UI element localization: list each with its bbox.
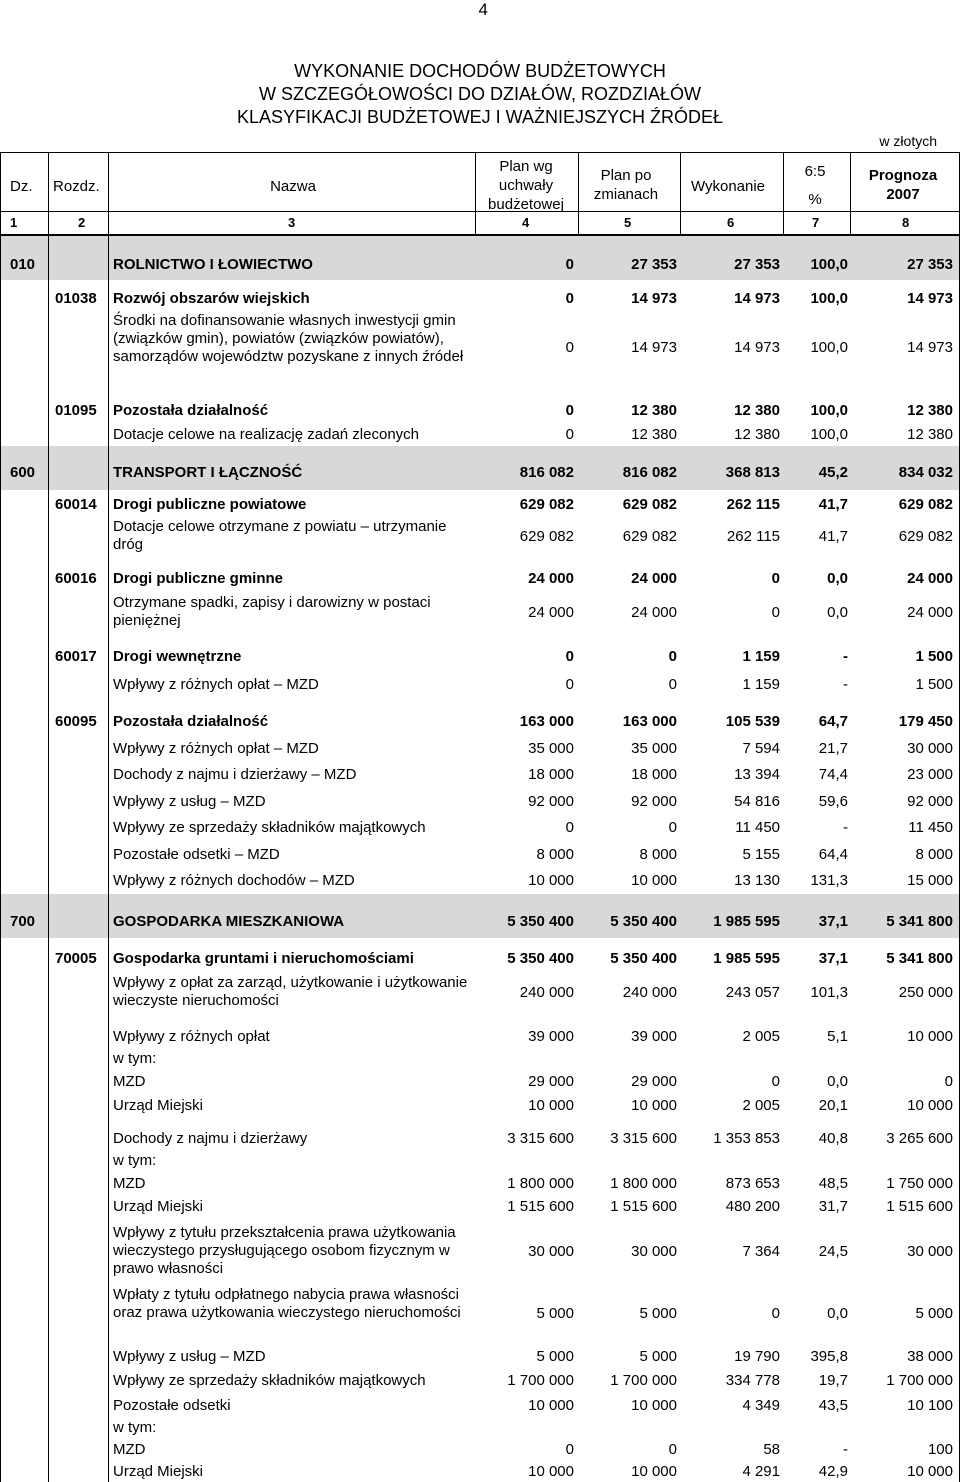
value-col-6: 2 005 <box>742 1097 780 1114</box>
value-col-6: 13 394 <box>734 766 780 783</box>
value-col-5: 8 000 <box>639 846 677 863</box>
row-name: w tym: <box>113 1419 157 1436</box>
value-col-7: 5,1 <box>827 1028 848 1045</box>
value-col-6: 334 778 <box>725 1372 780 1389</box>
row-name: Otrzymane spadki, zapisy i darowizny w postaci pieniężnej <box>113 594 431 629</box>
title-line-2: W SZCZEGÓŁOWOŚCI DO DZIAŁÓW, ROZDZIAŁÓW <box>258 84 701 104</box>
value-col-7: 37,1 <box>818 913 848 930</box>
table-row <box>0 950 960 968</box>
row-name: Gospodarka gruntami i nieruchomościami <box>113 950 414 967</box>
value-col-7: 41,7 <box>818 528 848 545</box>
value-col-6: 7 364 <box>742 1243 780 1260</box>
value-col-8: 1 500 <box>915 676 953 693</box>
value-col-6: 1 985 595 <box>713 950 780 967</box>
value-col-5: 240 000 <box>622 984 677 1001</box>
value-col-6: 19 790 <box>734 1348 780 1365</box>
value-col-5: 14 973 <box>631 339 677 356</box>
table-row <box>0 1224 960 1280</box>
value-col-5: 12 380 <box>631 402 677 419</box>
value-col-8: 11 450 <box>908 819 953 836</box>
value-col-7: 21,7 <box>818 740 848 757</box>
row-name: w tym: <box>113 1152 157 1169</box>
column-numbers: 1 2 3 4 5 6 7 8 <box>10 215 910 230</box>
table-row <box>0 402 960 420</box>
row-name: Środki na dofinansowanie własnych inwestycji gmin (związków gmin), powiatów (związków powiatów), samorządów województw pozyskane z innych źródeł <box>113 312 464 365</box>
value-col-4: 629 082 <box>519 528 574 545</box>
value-col-5: 10 000 <box>631 1463 677 1480</box>
value-col-6: 14 973 <box>734 290 780 307</box>
value-col-5: 14 973 <box>631 290 677 307</box>
value-col-7: 395,8 <box>810 1348 848 1365</box>
row-name: Wpływy z różnych dochodów – MZD <box>113 872 355 889</box>
value-col-8: 1 750 000 <box>886 1175 953 1192</box>
header-rozdz: Rozdz. <box>53 178 100 195</box>
value-col-4: 0 <box>565 426 574 443</box>
value-col-6: 480 200 <box>725 1198 780 1215</box>
page-number: 4 <box>478 0 488 19</box>
value-col-6: 54 816 <box>734 793 780 810</box>
value-col-6: 1 985 595 <box>713 913 780 930</box>
value-col-5: 816 082 <box>622 464 677 481</box>
value-col-4: 0 <box>565 339 574 356</box>
value-col-4: 1 800 000 <box>507 1175 574 1192</box>
row-name: Wpływy ze sprzedaży składników majątkowych <box>113 1372 426 1389</box>
value-col-7: 40,8 <box>818 1130 848 1147</box>
table-row <box>0 570 960 588</box>
value-col-4: 0 <box>565 819 574 836</box>
value-col-7: 48,5 <box>818 1175 848 1192</box>
value-col-5: 1 700 000 <box>610 1372 677 1389</box>
value-col-6: 0 <box>771 1305 780 1322</box>
row-name: Pozostałe odsetki – MZD <box>113 846 280 863</box>
value-col-7: 24,5 <box>818 1243 848 1260</box>
value-col-6: 27 353 <box>734 256 780 273</box>
value-col-8: 179 450 <box>898 713 953 730</box>
row-name: Pozostała działalność <box>113 713 269 730</box>
value-col-7: 64,4 <box>818 846 848 863</box>
value-col-4: 5 350 400 <box>507 913 574 930</box>
value-col-6: 58 <box>763 1441 780 1458</box>
header-nazwa: Nazwa <box>270 178 316 195</box>
value-col-5: 5 000 <box>639 1348 677 1365</box>
value-col-6: 4 291 <box>742 1463 780 1480</box>
table-row <box>0 1050 960 1068</box>
value-col-8: 5 341 800 <box>886 913 953 930</box>
row-name: Pozostałe odsetki <box>113 1397 231 1414</box>
dzial-code: 700 <box>10 913 36 930</box>
value-col-8: 15 000 <box>907 872 953 889</box>
table-row <box>0 1073 960 1091</box>
value-col-4: 629 082 <box>519 496 574 513</box>
row-name: Dotacje celowe na realizację zadań zleconych <box>113 426 420 443</box>
row-name: MZD <box>113 1073 146 1090</box>
table-row <box>0 594 960 632</box>
value-col-7: 74,4 <box>818 766 848 783</box>
table-header <box>0 152 960 213</box>
value-col-5: 0 <box>668 648 677 665</box>
value-col-5: 10 000 <box>631 1397 677 1414</box>
table-row <box>0 1419 960 1437</box>
value-col-6: 2 005 <box>742 1028 780 1045</box>
table-row <box>0 464 960 482</box>
header-plan-wg: Plan wg uchwały budżetowej <box>488 158 564 213</box>
value-col-4: 24 000 <box>528 570 574 587</box>
value-col-6: 1 159 <box>742 676 780 693</box>
value-col-5: 629 082 <box>622 528 677 545</box>
value-col-7: 41,7 <box>818 496 848 513</box>
table-row <box>0 913 960 931</box>
value-col-6: 0 <box>771 1073 780 1090</box>
value-col-8: 12 380 <box>907 426 953 443</box>
row-name: Wpływy z różnych opłat – MZD <box>113 740 319 757</box>
table-row <box>0 846 960 864</box>
value-col-5: 12 380 <box>631 426 677 443</box>
header-percent: % <box>808 191 822 208</box>
value-col-4: 5 000 <box>536 1305 574 1322</box>
header-dz: Dz. <box>10 178 33 195</box>
row-name: Wpływy z różnych opłat <box>113 1028 270 1045</box>
value-col-8: 12 380 <box>907 402 953 419</box>
table-row <box>0 518 960 556</box>
row-name: Dochody z najmu i dzierżawy <box>113 1130 308 1147</box>
value-col-8: 10 000 <box>907 1028 953 1045</box>
value-col-5: 24 000 <box>631 604 677 621</box>
row-name: Dochody z najmu i dzierżawy – MZD <box>113 766 357 783</box>
table-row <box>0 256 960 274</box>
rozdzial-code: 60095 <box>55 713 97 730</box>
value-col-8: 1 515 600 <box>886 1198 953 1215</box>
value-col-7: 42,9 <box>818 1463 848 1480</box>
value-col-4: 18 000 <box>528 766 574 783</box>
value-col-8: 629 082 <box>898 528 953 545</box>
value-col-6: 1 353 853 <box>713 1130 780 1147</box>
value-col-7: - <box>843 676 848 693</box>
row-name: Wpływy z tytułu przekształcenia prawa użytkowania wieczystego przysługującego osobom fizycznym w prawo własności <box>113 1224 456 1277</box>
value-col-8: 38 000 <box>907 1348 953 1365</box>
row-name: Wpływy ze sprzedaży składników majątkowych <box>113 819 426 836</box>
value-col-6: 0 <box>771 604 780 621</box>
value-col-6: 105 539 <box>725 713 780 730</box>
value-col-8: 629 082 <box>898 496 953 513</box>
value-col-7: - <box>843 819 848 836</box>
value-col-7: 100,0 <box>810 426 848 443</box>
value-col-8: 0 <box>944 1073 953 1090</box>
row-name: Wpłaty z tytułu odpłatnego nabycia prawa własności oraz prawa użytkowania wieczystego nieruchomości <box>113 1286 461 1321</box>
row-name: ROLNICTWO I ŁOWIECTWO <box>113 256 313 273</box>
row-name: Wpływy z usług – MZD <box>113 793 266 810</box>
value-col-7: 37,1 <box>818 950 848 967</box>
value-col-7: - <box>843 1441 848 1458</box>
value-col-7: 100,0 <box>810 290 848 307</box>
value-col-6: 243 057 <box>725 984 780 1001</box>
value-col-5: 27 353 <box>631 256 677 273</box>
row-name: Urząd Miejski <box>113 1097 204 1114</box>
value-col-7: 101,3 <box>810 984 848 1001</box>
table-row <box>0 496 960 514</box>
value-col-8: 8 000 <box>915 846 953 863</box>
row-name: GOSPODARKA MIESZKANIOWA <box>113 913 345 930</box>
value-col-7: 0,0 <box>827 1305 848 1322</box>
value-col-4: 816 082 <box>519 464 574 481</box>
value-col-8: 14 973 <box>907 339 953 356</box>
value-col-5: 3 315 600 <box>610 1130 677 1147</box>
value-col-4: 5 000 <box>536 1348 574 1365</box>
table-row <box>0 290 960 308</box>
value-col-6: 262 115 <box>726 528 780 545</box>
value-col-8: 5 000 <box>915 1305 953 1322</box>
value-col-5: 18 000 <box>631 766 677 783</box>
rozdzial-code: 60016 <box>55 570 97 587</box>
header-wykonanie: Wykonanie <box>690 178 766 195</box>
value-col-6: 5 155 <box>742 846 780 863</box>
value-col-6: 14 973 <box>734 339 780 356</box>
value-col-5: 5 350 400 <box>610 913 677 930</box>
row-name: MZD <box>113 1441 146 1458</box>
value-col-8: 30 000 <box>907 740 953 757</box>
value-col-5: 35 000 <box>631 740 677 757</box>
table-row <box>0 1372 960 1390</box>
value-col-5: 5 350 400 <box>610 950 677 967</box>
value-col-4: 8 000 <box>536 846 574 863</box>
row-name: Dotacje celowe otrzymane z powiatu – utrzymanie dróg <box>113 518 447 553</box>
row-name: Wpływy z różnych opłat – MZD <box>113 676 319 693</box>
value-col-8: 10 000 <box>907 1097 953 1114</box>
table-row <box>0 1175 960 1193</box>
value-col-7: 45,2 <box>818 464 848 481</box>
value-col-8: 30 000 <box>907 1243 953 1260</box>
row-name: Urząd Miejski <box>113 1198 204 1215</box>
value-col-5: 0 <box>668 819 677 836</box>
row-name: Pozostała działalność <box>113 402 269 419</box>
value-col-5: 10 000 <box>631 1097 677 1114</box>
rozdzial-code: 01095 <box>55 402 97 419</box>
value-col-7: 19,7 <box>818 1372 848 1389</box>
value-col-6: 4 349 <box>742 1397 780 1414</box>
value-col-4: 24 000 <box>528 604 574 621</box>
value-col-5: 163 000 <box>622 713 677 730</box>
table-row <box>0 793 960 811</box>
row-name: Wpływy z usług – MZD <box>113 1348 266 1365</box>
row-name: Wpływy z opłat za zarząd, użytkowanie i użytkowanie wieczyste nieruchomości <box>113 974 468 1009</box>
value-col-8: 27 353 <box>907 256 953 273</box>
value-col-6: 262 115 <box>726 496 780 513</box>
table-row <box>0 1198 960 1216</box>
page-title <box>0 60 960 129</box>
row-name: Drogi publiczne gminne <box>113 570 284 587</box>
row-name: Drogi wewnętrzne <box>113 648 242 665</box>
value-col-8: 100 <box>927 1441 953 1458</box>
value-col-4: 1 700 000 <box>507 1372 574 1389</box>
value-col-4: 10 000 <box>528 872 574 889</box>
value-col-4: 1 515 600 <box>507 1198 574 1215</box>
row-name: TRANSPORT I ŁĄCZNOŚĆ <box>113 464 303 481</box>
row-name: Rozwój obszarów wiejskich <box>113 290 310 307</box>
unit-label: w złotych <box>879 133 937 149</box>
value-col-6: 1 159 <box>742 648 780 665</box>
table-row <box>0 1028 960 1046</box>
value-col-8: 1 700 000 <box>886 1372 953 1389</box>
dzial-code: 600 <box>10 464 36 481</box>
value-col-8: 92 000 <box>907 793 953 810</box>
value-col-5: 629 082 <box>622 496 677 513</box>
value-col-5: 24 000 <box>631 570 677 587</box>
value-col-7: 0,0 <box>827 570 848 587</box>
table-row <box>0 426 960 444</box>
table-row <box>0 819 960 837</box>
value-col-4: 30 000 <box>528 1243 574 1260</box>
value-col-7: 131,3 <box>810 872 848 889</box>
value-col-8: 24 000 <box>907 570 953 587</box>
value-col-4: 10 000 <box>528 1463 574 1480</box>
value-col-5: 0 <box>668 1441 677 1458</box>
value-col-4: 39 000 <box>528 1028 574 1045</box>
value-col-7: 20,1 <box>818 1097 848 1114</box>
value-col-4: 10 000 <box>528 1397 574 1414</box>
value-col-4: 92 000 <box>528 793 574 810</box>
value-col-4: 5 350 400 <box>507 950 574 967</box>
rozdzial-code: 70005 <box>55 950 97 967</box>
value-col-4: 163 000 <box>519 713 574 730</box>
row-name: Urząd Miejski <box>113 1463 204 1480</box>
value-col-7: 59,6 <box>818 793 848 810</box>
table-row <box>0 713 960 731</box>
value-col-6: 0 <box>771 570 780 587</box>
value-col-4: 0 <box>565 1441 574 1458</box>
value-col-4: 0 <box>565 290 574 307</box>
value-col-5: 10 000 <box>631 872 677 889</box>
value-col-6: 7 594 <box>742 740 780 757</box>
value-col-8: 834 032 <box>898 464 953 481</box>
value-col-8: 250 000 <box>898 984 953 1001</box>
value-col-5: 39 000 <box>631 1028 677 1045</box>
value-col-4: 0 <box>565 676 574 693</box>
table-row <box>0 1348 960 1366</box>
table-row <box>0 1463 960 1481</box>
value-col-4: 0 <box>565 256 574 273</box>
value-col-5: 1 515 600 <box>610 1198 677 1215</box>
value-col-7: - <box>843 648 848 665</box>
value-col-7: 43,5 <box>818 1397 848 1414</box>
rozdzial-code: 60014 <box>55 496 97 513</box>
value-col-5: 0 <box>668 676 677 693</box>
title-line-1: WYKONANIE DOCHODÓW BUDŻETOWYCH <box>294 61 666 81</box>
value-col-7: 100,0 <box>810 402 848 419</box>
value-col-5: 30 000 <box>631 1243 677 1260</box>
table-row <box>0 1130 960 1148</box>
value-col-6: 12 380 <box>734 426 780 443</box>
header-plan-po: Plan po zmianach <box>593 167 659 203</box>
value-col-4: 29 000 <box>528 1073 574 1090</box>
value-col-8: 14 973 <box>907 290 953 307</box>
row-name: MZD <box>113 1175 146 1192</box>
row-name: w tym: <box>113 1050 157 1067</box>
value-col-8: 5 341 800 <box>886 950 953 967</box>
rozdzial-code: 01038 <box>55 290 97 307</box>
value-col-4: 3 315 600 <box>507 1130 574 1147</box>
value-col-7: 100,0 <box>810 339 848 356</box>
value-col-7: 0,0 <box>827 604 848 621</box>
value-col-6: 13 130 <box>734 872 780 889</box>
value-col-8: 10 000 <box>907 1463 953 1480</box>
value-col-7: 0,0 <box>827 1073 848 1090</box>
table-row <box>0 1441 960 1459</box>
table-row <box>0 872 960 890</box>
value-col-8: 23 000 <box>907 766 953 783</box>
value-col-7: 31,7 <box>818 1198 848 1215</box>
value-col-5: 92 000 <box>631 793 677 810</box>
table-row <box>0 1286 960 1342</box>
value-col-6: 368 813 <box>725 464 780 481</box>
rozdzial-code: 60017 <box>55 648 97 665</box>
title-line-3: KLASYFIKACJI BUDŻETOWEJ I WAŻNIEJSZYCH ŹRÓDEŁ <box>236 107 724 127</box>
table-row <box>0 740 960 758</box>
value-col-6: 12 380 <box>734 402 780 419</box>
value-col-5: 5 000 <box>639 1305 677 1322</box>
row-name: Drogi publiczne powiatowe <box>113 496 307 513</box>
value-col-4: 240 000 <box>519 984 574 1001</box>
table-row <box>0 312 960 384</box>
value-col-6: 873 653 <box>725 1175 780 1192</box>
header-prognoza: Prognoza 2007 <box>868 167 938 203</box>
value-col-4: 35 000 <box>528 740 574 757</box>
value-col-4: 0 <box>565 648 574 665</box>
table-row <box>0 676 960 694</box>
table-row <box>0 1097 960 1115</box>
value-col-7: 100,0 <box>810 256 848 273</box>
header-ratio: 6:5 <box>804 163 826 180</box>
value-col-8: 10 100 <box>907 1397 953 1414</box>
value-col-5: 29 000 <box>631 1073 677 1090</box>
value-col-4: 10 000 <box>528 1097 574 1114</box>
value-col-7: 64,7 <box>818 713 848 730</box>
value-col-4: 0 <box>565 402 574 419</box>
table-row <box>0 648 960 666</box>
table-row <box>0 1152 960 1170</box>
value-col-8: 3 265 600 <box>886 1130 953 1147</box>
value-col-8: 1 500 <box>915 648 953 665</box>
table-row <box>0 974 960 1012</box>
value-col-5: 1 800 000 <box>610 1175 677 1192</box>
dzial-code: 010 <box>10 256 36 273</box>
value-col-6: 11 450 <box>735 819 780 836</box>
table-row <box>0 766 960 784</box>
table-row <box>0 1397 960 1415</box>
value-col-8: 24 000 <box>907 604 953 621</box>
